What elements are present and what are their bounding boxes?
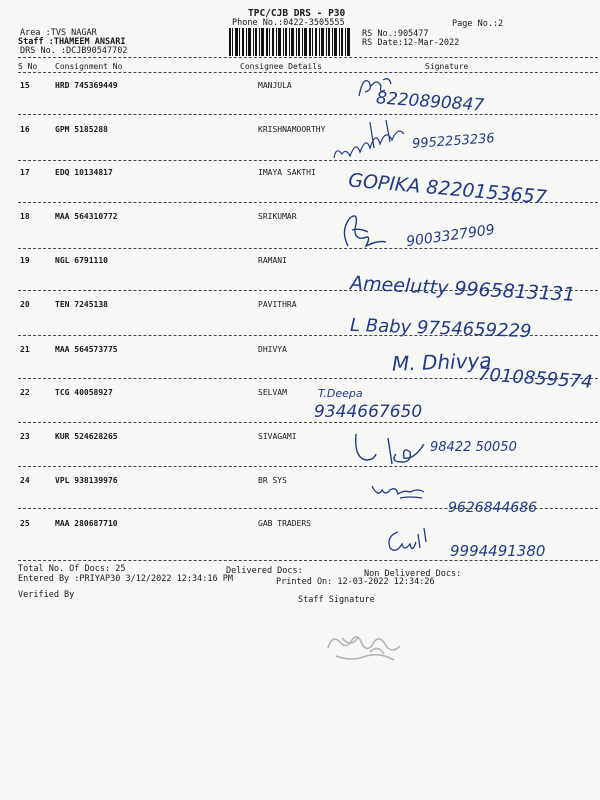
row-consignee: KRISHNAMOORTHY (258, 125, 326, 134)
row-consignment: VPL 938139976 (55, 476, 118, 485)
row-sno: 23 (20, 432, 30, 441)
row-sno: 19 (20, 256, 30, 265)
row-sno: 22 (20, 388, 30, 397)
row-divider (18, 422, 598, 423)
signature-scribble (384, 524, 434, 558)
row-sno: 15 (20, 81, 30, 90)
printed-on: Printed On: 12-03-2022 12:34:26 (276, 577, 435, 587)
row-consignee: SIVAGAMI (258, 432, 297, 441)
handwritten-phone: 8220890847 (375, 88, 485, 116)
row-consignee: GAB TRADERS (258, 519, 311, 528)
page-number: Page No.:2 (452, 19, 504, 29)
signature-scribble (352, 428, 442, 470)
row-divider (18, 160, 598, 161)
row-consignment: NGL 6791110 (55, 256, 108, 265)
row-consignment: MAA 280687710 (55, 519, 118, 528)
document-title: TPC/CJB DRS - P30 (248, 8, 346, 19)
row-consignee: RAMANI (258, 256, 287, 265)
handwritten-name: M. Dhivya (391, 348, 492, 376)
row-consignment: GPM 5185288 (55, 125, 108, 134)
row-consignee: SRIKUMAR (258, 212, 297, 221)
area-field: Area :TVS NAGAR (20, 28, 97, 38)
staff-signature-label: Staff Signature (298, 595, 375, 605)
row-consignee: PAVITHRA (258, 300, 297, 309)
handwritten-phone: 9952253236 (411, 131, 496, 152)
row-sno: 21 (20, 345, 30, 354)
row-consignment: KUR 524628265 (55, 432, 118, 441)
row-divider (18, 114, 598, 115)
row-sno: 18 (20, 212, 30, 221)
column-header-consignee: Consignee Details (240, 62, 322, 71)
row-consignment: TEN 7245138 (55, 300, 108, 309)
handwritten-phone: 9626844686 (448, 500, 538, 516)
row-sno: 16 (20, 125, 30, 134)
handwritten-phone: 9994491380 (450, 542, 546, 560)
rs-number: RS No.:905477 (362, 29, 429, 39)
handwritten-phone: 7010859574 (477, 364, 594, 393)
handwritten-name-phone: L Baby 9754659229 (349, 314, 532, 343)
row-sno: 20 (20, 300, 30, 309)
handwritten-phone: 9344667650 (314, 402, 423, 422)
barcode-image (229, 28, 351, 56)
row-sno: 25 (20, 519, 30, 528)
row-consignment: EDQ 10134817 (55, 168, 113, 177)
total-docs: Total No. Of Docs: 25 (18, 564, 126, 574)
row-consignee: MANJULA (258, 81, 292, 90)
table-bottom-divider (18, 560, 598, 561)
column-header-sno: S No (18, 62, 38, 71)
signature-scribble (338, 210, 410, 252)
handwritten-name: T.Deepa (318, 387, 363, 400)
signature-scribble (370, 480, 428, 502)
header-divider (18, 57, 598, 58)
row-consignee: DHIVYA (258, 345, 287, 354)
handwritten-phone: 9003327909 (405, 221, 496, 251)
non-delivered-docs: Non Delivered Docs: (364, 569, 462, 579)
row-divider (18, 248, 598, 249)
signature-scribble (330, 118, 416, 164)
rs-date: RS Date:12-Mar-2022 (362, 38, 460, 48)
row-sno: 17 (20, 168, 30, 177)
row-consignee: IMAYA SAKTHI (258, 168, 316, 177)
column-divider (18, 72, 598, 73)
row-consignment: MAA 564310772 (55, 212, 118, 221)
column-header-consignment: Consignment No (55, 62, 123, 71)
row-consignee: SELVAM (258, 388, 287, 397)
staff-field: Staff :THAMEEM ANSARI (18, 37, 126, 47)
entered-by: Entered By :PRIYAP30 3/12/2022 12:34:16 PM (18, 574, 233, 584)
row-consignment: TCG 40058927 (55, 388, 113, 397)
row-sno: 24 (20, 476, 30, 485)
staff-signature-image (322, 628, 406, 668)
row-consignee: BR SYS (258, 476, 287, 485)
row-consignment: HRD 745369449 (55, 81, 118, 90)
verified-by-label: Verified By (18, 590, 75, 600)
delivered-docs: Delivered Docs: (226, 566, 303, 576)
row-consignment: MAA 564573775 (55, 345, 118, 354)
handwritten-phone: 98422 50050 (430, 440, 517, 455)
drs-number: DRS No. :DCJB90547702 (20, 46, 128, 56)
column-header-signature: Signature (425, 62, 469, 71)
handwritten-name-phone: GOPIKA 8220153657 (347, 169, 548, 209)
phone-number: Phone No.:0422-3505555 (232, 18, 345, 28)
handwritten-name-phone: Ameelutty 9965813131 (349, 272, 576, 306)
row-divider (18, 466, 598, 467)
